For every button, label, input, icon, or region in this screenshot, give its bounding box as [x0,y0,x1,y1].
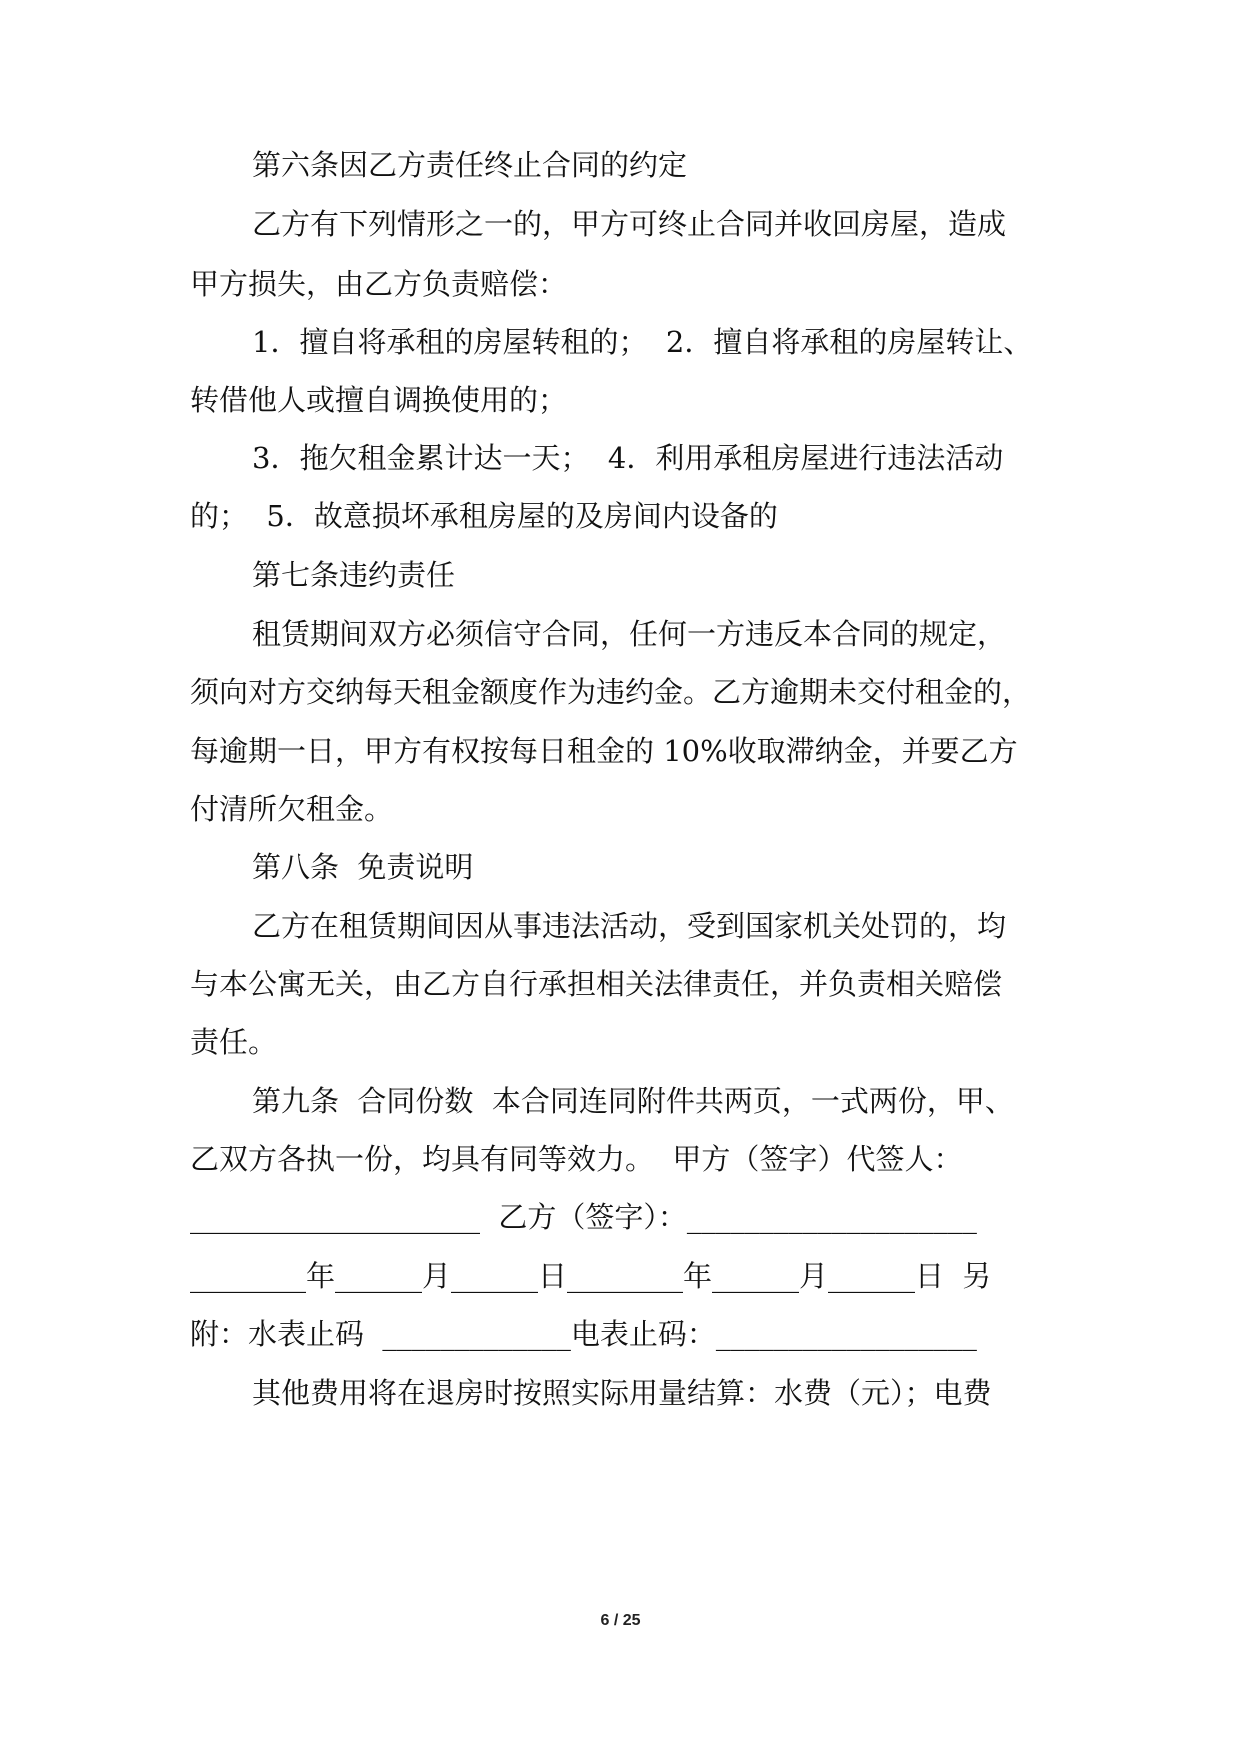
article-6-heading: 第六条因乙方责任终止合同的约定 [252,148,688,182]
meter-reading-line: 附：水表止码 _____________电表止码：__________________ [190,1317,977,1351]
paragraph-line: 的； 5．故意损坏承租房屋的及房间内设备的 [190,499,778,533]
article-8-heading: 第八条 免责说明 [252,850,474,884]
paragraph-line: 甲方损失，由乙方负责赔偿： [190,267,568,301]
paragraph-line: 转借他人或擅自调换使用的； [190,383,568,417]
paragraph-line: 乙方在租赁期间因从事违法活动，受到国家机关处罚的，均 [252,909,1007,943]
page-number: 6 / 25 [600,1612,641,1629]
paragraph-line: 乙双方各执一份，均具有同等效力。 甲方（签字）代签人： [190,1142,963,1176]
paragraph-line: 须向对方交纳每天租金额度作为违约金。乙方逾期未交付租金的， [190,675,1032,709]
paragraph-line: 租赁期间双方必须信守合同，任何一方违反本合同的规定， [252,617,1007,651]
paragraph-line: 责任。 [190,1025,278,1059]
paragraph-line: 其他费用将在退房时按照实际用量结算：水费（元）；电费 [252,1376,992,1410]
paragraph-line: 1．擅自将承租的房屋转租的； 2．擅自将承租的房屋转让、 [252,325,1033,359]
article-9-line: 第九条 合同份数 本合同连同附件共两页，一式两份，甲、 [252,1084,1014,1118]
signature-line: ____________________ 乙方（签字）：____________________ [190,1200,977,1234]
paragraph-line: 乙方有下列情形之一的，甲方可终止合同并收回房屋，造成 [252,207,1007,241]
date-line: ________年______月______日________年______月______日 另 [190,1259,992,1293]
article-7-heading: 第七条违约责任 [252,558,456,592]
paragraph-line: 每逾期一日，甲方有权按每日租金的 10%收取滞纳金，并要乙方 [190,734,1018,768]
paragraph-line: 与本公寓无关，由乙方自行承担相关法律责任，并负责相关赔偿 [190,967,1003,1001]
paragraph-line: 3．拖欠租金累计达一天； 4．利用承租房屋进行违法活动 [252,441,1004,475]
paragraph-line: 付清所欠租金。 [190,792,394,826]
